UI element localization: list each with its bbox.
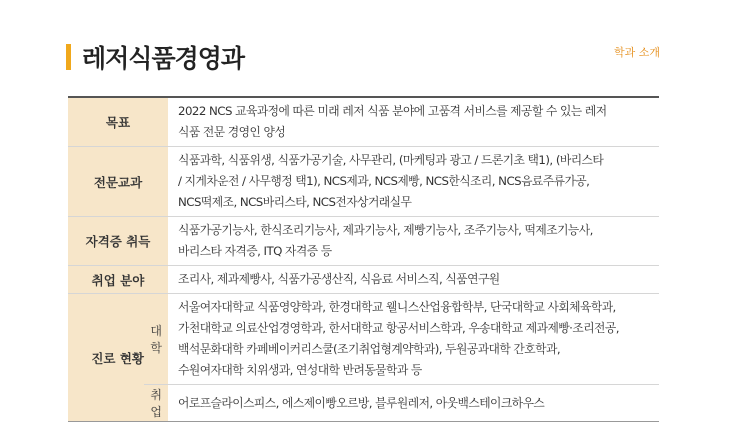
title-accent-bar [66, 44, 71, 70]
career-employment-text: 어로프슬라이스피스, 에스제이빵오르방, 블루원레저, 아웃백스테이크하우스 [168, 385, 659, 422]
goal-label: 목표 [68, 97, 168, 147]
career-employment-row [68, 385, 659, 422]
goal-row [68, 97, 659, 147]
certificate-row [68, 217, 659, 266]
career-status-label: 진로 현황 [68, 294, 144, 422]
career-employment-label: 취업 [144, 385, 168, 422]
employment-field-row [68, 266, 659, 294]
career-university-label: 대학 [144, 294, 168, 385]
certificate-text: 식품가공기능사, 한식조리기능사, 제과기능사, 제빵기능사, 조주기능사, 떡제조기능사, 바리스타 자격증, ITQ 자격증 등 [168, 217, 659, 266]
major-subjects-text: 식품과학, 식품위생, 식품가공기술, 사무관리, (마케팅과 광고 / 드론기초 택1), (바리스타 / 지게차운전 / 사무행정 택1), NCS제과, NCS제빵, NCS한식조리, NCS음료주류가공, NCS떡제조, NCS바리스타, NCS전자상거래실무 [168, 147, 659, 217]
major-subjects-label: 전문교과 [68, 147, 168, 217]
major-subjects-row [68, 147, 659, 217]
goal-text: 2022 NCS 교육과정에 따른 미래 레저 식품 분야에 고품격 서비스를 제공할 수 있는 레저 식품 전문 경영인 양성 [178, 104, 607, 139]
employment-field-text: 조리사, 제과제빵사, 식품가공생산직, 식음료 서비스직, 식품연구원 [168, 266, 659, 294]
department-intro-link[interactable]: 학과 소개 [613, 46, 660, 59]
career-university-text: 서울여자대학교 식품영양학과, 한경대학교 웰니스산업융합학부, 단국대학교 사회체육학과, 가천대학교 의료산업경영학과, 한서대학교 항공서비스학과, 우송대학교 제과제빵·조리전공, 백석문화대학 카페베이커리스쿨(조기취업형계약학과), 두원공과대학 간호학과, 수원여자대학 치위생과, 연성대학 반려동물학과 등 [168, 294, 659, 385]
page-header [66, 36, 660, 76]
page-title: 레저식품경영과 [82, 44, 245, 73]
department-info-table [68, 96, 659, 422]
employment-field-label: 취업 분야 [68, 266, 168, 294]
certificate-label: 자격증 취득 [68, 217, 168, 266]
career-university-row [68, 294, 659, 385]
